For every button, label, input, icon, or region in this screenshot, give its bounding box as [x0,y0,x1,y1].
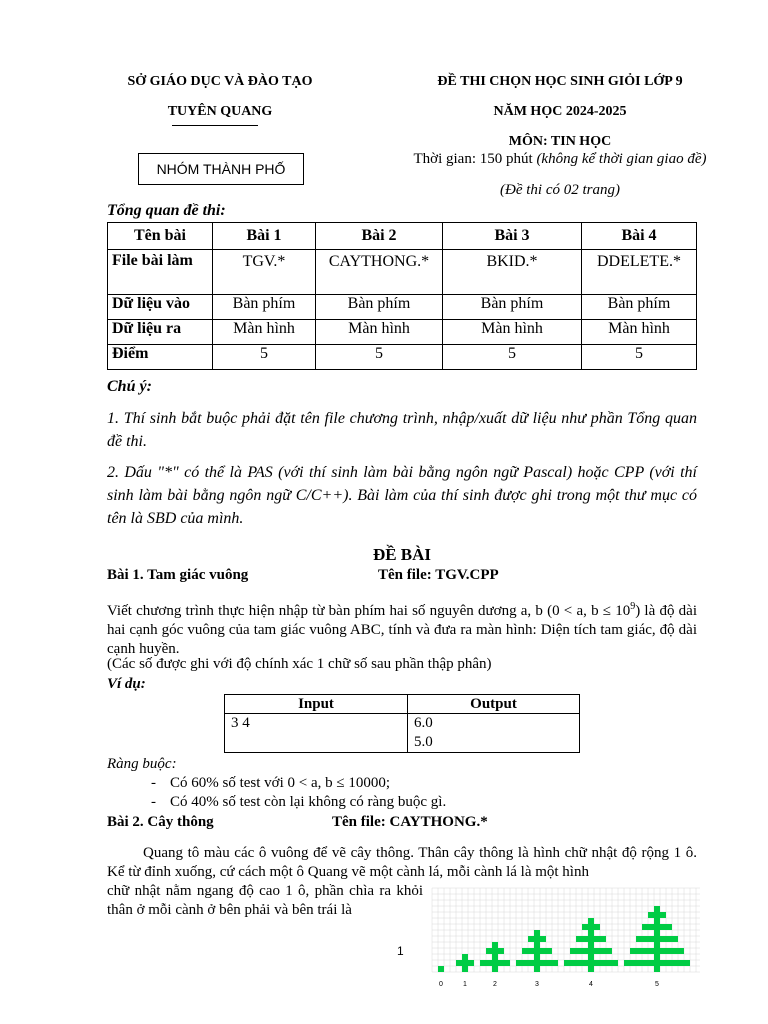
tree-cell [594,924,600,930]
constraint-1 [151,775,390,792]
table-cell: 5 [443,345,582,370]
page-number: 1 [397,944,404,958]
tree-label: 5 [655,981,659,988]
tree-cell [492,966,498,972]
tree-cell [522,960,528,966]
tree-cell [546,960,552,966]
row-label: Điểm [108,345,213,370]
tree-cell [534,960,540,966]
tree-cell [654,942,660,948]
constraints-label: Ràng buộc: [107,756,177,772]
tree-cell [462,954,468,960]
province-name: TUYÊN QUANG [167,104,273,119]
example-table [224,694,580,753]
header-underline [172,125,258,126]
tree-cell [660,924,666,930]
statement-text: ) là độ dài hai cạnh góc vuông của tam giác vuông ABC, tính và đưa ra màn hình: Diện tích tam giác, độ dài cạnh huyền. [107,603,697,657]
tree-cell [636,936,642,942]
tree-cell [660,936,666,942]
constraint-text: Có 40% số test còn lại không có ràng buộc gì. [170,794,447,810]
tree-cell [492,948,498,954]
tree-cell [582,924,588,930]
tree-cell [516,960,522,966]
tree-cell [630,948,636,954]
tree-cell [660,948,666,954]
problem-1-file: Tên file: TGV.CPP [378,567,499,583]
table-cell: Bàn phím [316,295,443,320]
example-input: 3 4 [225,714,408,753]
tree-cell [546,948,552,954]
tree-cell [438,966,444,972]
table-cell: Màn hình [443,320,582,345]
tree-cell [588,966,594,972]
input-header: Input [225,695,408,714]
example-label: Ví dụ: [107,676,146,692]
tree-cell [570,948,576,954]
tree-cell [612,960,618,966]
tree-cell [534,936,540,942]
tree-cell [528,936,534,942]
section-title: ĐỀ BÀI [372,545,432,564]
tree-cell [588,936,594,942]
table-cell: 5 [582,345,697,370]
overview-table [107,222,697,370]
tree-cell [642,936,648,942]
tree-cell [642,960,648,966]
tree-cell [630,960,636,966]
time-note: (không kể thời gian giao đề) [536,151,707,167]
overview-row-file [108,250,697,295]
tree-cell [582,936,588,942]
tree-cell [654,948,660,954]
cell-text: CAYTHONG.* [328,253,430,270]
tree-cell [642,948,648,954]
tree-cell [540,960,546,966]
output-header: Output [408,695,580,714]
tree-cell [564,960,570,966]
tree-cell [492,960,498,966]
tree-cell [534,954,540,960]
table-cell: Bàn phím [213,295,316,320]
tree-label: 4 [589,981,593,988]
tree-cell [600,936,606,942]
tree-cell [588,942,594,948]
tree-cell [684,960,690,966]
tree-cell [660,912,666,918]
subject: MÔN: TIN HỌC [508,134,612,149]
overview-header-cell: Tên bài [108,223,213,250]
tree-cell [672,960,678,966]
problem-1-title: Bài 1. Tam giác vuông [107,567,249,583]
tree-cell [522,948,528,954]
tree-cell [666,924,672,930]
tree-cell [588,924,594,930]
tree-cell [636,948,642,954]
tree-cell [594,960,600,966]
tree-cell [654,966,660,972]
tree-cell [462,966,468,972]
tree-cell [660,960,666,966]
tree-cell [588,948,594,954]
tree-cell [594,948,600,954]
problem-1-statement [107,597,697,659]
tree-cell [480,960,486,966]
group-box: NHÓM THÀNH PHỐ [138,153,304,185]
output-line: 5.0 [414,734,433,750]
table-cell: TGV.* [213,250,316,295]
output-line: 6.0 [414,715,433,731]
tree-labels [439,981,659,988]
tree-label: 2 [493,981,497,988]
bullet-dash: - [151,794,156,810]
tree-cell [534,966,540,972]
tree-cell [654,906,660,912]
time-info [380,151,740,168]
time-prefix: Thời gian: 150 phút [413,151,537,167]
overview-header-cell: Bài 3 [443,223,582,250]
tree-cell [588,930,594,936]
tree-cell [606,960,612,966]
table-cell: DDELETE.* [582,250,697,295]
table-cell: Màn hình [582,320,697,345]
table-cell: 5 [316,345,443,370]
tree-cell [672,936,678,942]
overview-header-cell: Bài 2 [316,223,443,250]
table-cell: Màn hình [213,320,316,345]
tree-cell [486,960,492,966]
tree-cell [528,960,534,966]
tree-cell [570,960,576,966]
pine-tree-figure [430,886,700,990]
tree-cell [588,918,594,924]
row-label: Dữ liệu vào [108,295,213,320]
tree-cell [654,918,660,924]
table-cell: Bàn phím [582,295,697,320]
tree-cell [672,948,678,954]
tree-cell [654,954,660,960]
tree-cell [654,960,660,966]
statement-text: Viết chương trình thực hiện nhập từ bàn phím hai số nguyên dương a, b (0 < a, b ≤ 10 [107,603,631,619]
tree-cell [588,954,594,960]
pages-note: (Đề thi có 02 trang) [500,182,620,198]
notes-title: Chú ý: [107,378,152,395]
tree-cell [492,942,498,948]
tree-cell [552,960,558,966]
tree-cell [534,930,540,936]
tree-cell [498,948,504,954]
tree-cell [654,924,660,930]
tree-cell [462,960,468,966]
row-label: File bài làm [108,250,213,295]
tree-cell [540,948,546,954]
tree-cell [534,942,540,948]
table-cell: BKID.* [443,250,582,295]
tree-cell [534,948,540,954]
overview-header-cell: Bài 4 [582,223,697,250]
problem-2-statement: Quang tô màu các ô vuông để vẽ cây thông. Thân cây thông là hình chữ nhật độ rộng 1 ô. Kể từ đỉnh xuống, cứ cách một ô Quang vẽ một cành lá, mỗi cành lá là một hình [107,845,697,880]
tree-cell [648,948,654,954]
table-cell: Màn hình [316,320,443,345]
tree-cell [648,924,654,930]
tree-cell [576,948,582,954]
tree-cell [600,960,606,966]
tree-cell [528,948,534,954]
note-2: 2. Dấu "*" có thể là PAS (với thí sinh làm bài bằng ngôn ngữ Pascal) hoặc CPP (với thí sinh làm bài bằng ngôn ngữ C/C++). Bài làm của thí sinh được ghi trong một thư mục có tên là SBD của mình. [107,464,697,527]
tree-cell [588,960,594,966]
tree-label: 1 [463,981,467,988]
tree-cell [624,960,630,966]
exponent: 9 [630,601,636,612]
tree-cell [540,936,546,942]
tree-cell [648,936,654,942]
tree-cell [654,936,660,942]
tree-cell [654,930,660,936]
tree-cell [678,960,684,966]
constraint-text: Có 60% số test với 0 < a, b ≤ 10000; [170,775,391,791]
tree-cell [486,948,492,954]
tree-cell [678,948,684,954]
overview-header-row [108,223,697,250]
tree-cell [498,960,504,966]
tree-cell [582,960,588,966]
tree-cell [666,936,672,942]
tree-cell [654,912,660,918]
tree-cell [492,954,498,960]
tree-cell [666,948,672,954]
overview-row-score [108,345,697,370]
overview-title: Tổng quan đề thi: [107,202,226,219]
precision-note: (Các số được ghi với độ chính xác 1 chữ số sau phần thập phân) [107,656,492,672]
row-label: Dữ liệu ra [108,320,213,345]
tree-cell [636,960,642,966]
tree-cell [582,948,588,954]
overview-row-output [108,320,697,345]
tree-cell [456,960,462,966]
overview-row-input [108,295,697,320]
problem-2-statement-cont: chữ nhật nằm ngang độ cao 1 ô, phần chìa ra khỏi thân ở mỗi cành ở bên phải và bên trái là [107,883,423,918]
problem-2-file: Tên file: CAYTHONG.* [332,814,488,830]
note-1: 1. Thí sinh bắt buộc phải đặt tên file chương trình, nhập/xuất dữ liệu như phần Tổng quan đề thi. [107,410,697,450]
tree-label: 3 [535,981,539,988]
tree-cell [648,960,654,966]
problem-2-title: Bài 2. Cây thông [107,814,214,830]
bullet-dash: - [151,775,156,791]
tree-cell [504,960,510,966]
school-year: NĂM HỌC 2024-2025 [493,104,627,119]
exam-title: ĐỀ THI CHỌN HỌC SINH GIỎI LỚP 9 [437,74,683,89]
example-output [408,714,580,753]
tree-cell [576,960,582,966]
example-header-row [225,695,580,714]
department-name: SỞ GIÁO DỤC VÀ ĐÀO TẠO [127,74,313,89]
tree-cell [576,936,582,942]
tree-cell [594,936,600,942]
table-cell: 5 [213,345,316,370]
tree-label: 0 [439,981,443,988]
tree-cell [642,924,648,930]
table-cell: Bàn phím [443,295,582,320]
tree-cell [600,948,606,954]
tree-cell [666,960,672,966]
tree-cell [648,912,654,918]
overview-header-cell: Bài 1 [213,223,316,250]
tree-cell [468,960,474,966]
table-cell [316,250,443,295]
tree-cell [606,948,612,954]
constraint-2 [151,794,446,811]
example-row [225,714,580,753]
